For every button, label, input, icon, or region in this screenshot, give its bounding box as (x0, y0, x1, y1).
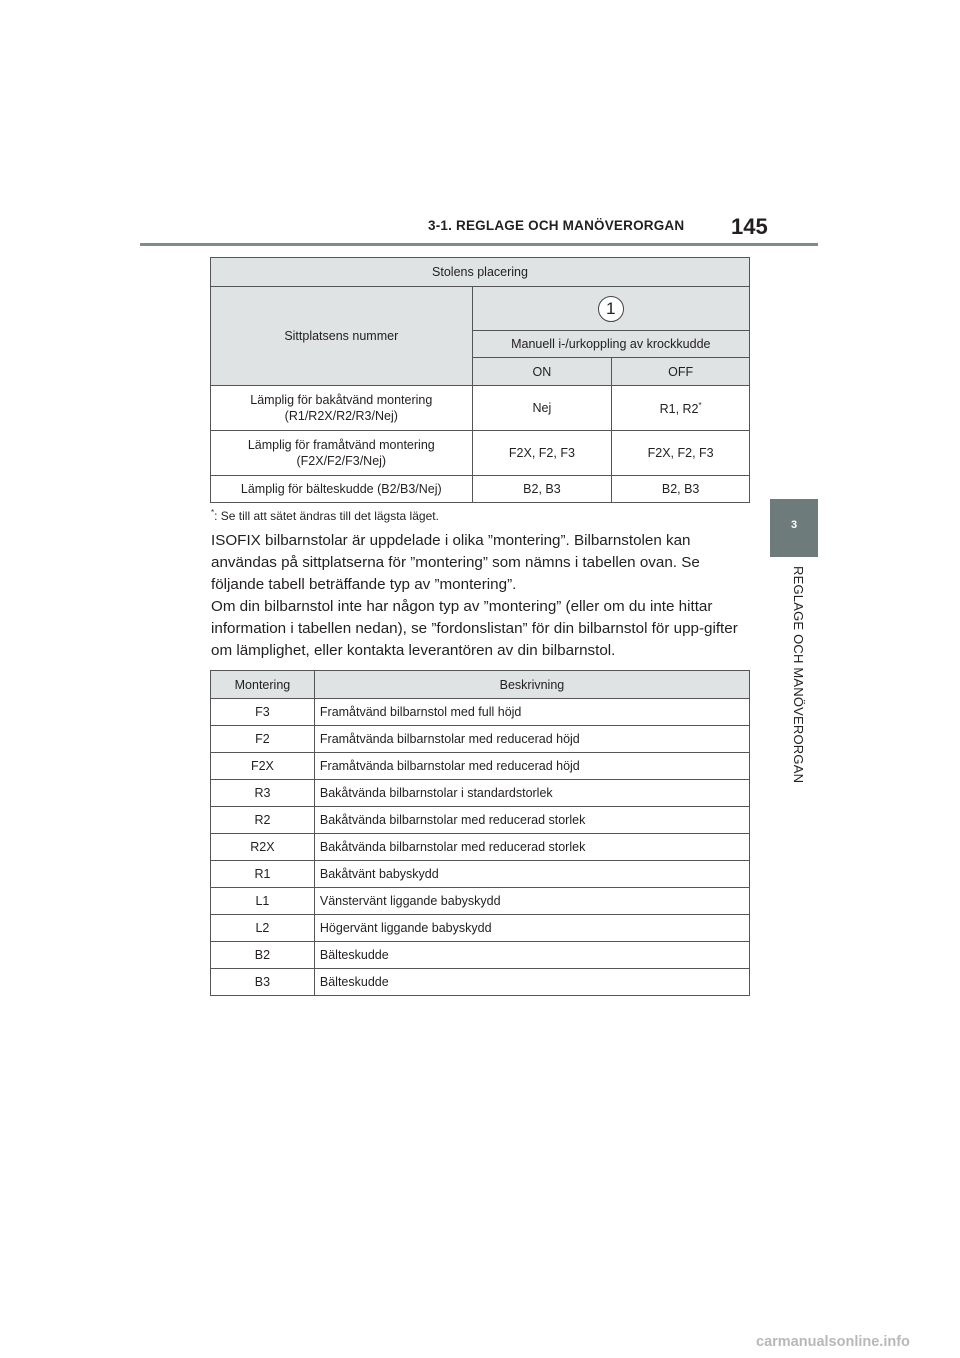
footnote-mark: * (698, 401, 702, 411)
on-value: F2X, F2, F3 (472, 431, 612, 476)
mount-description: Framåtvända bilbarnstolar med reducerad höjd (314, 726, 749, 753)
row-label-line2: (R1/R2X/R2/R3/Nej) (284, 409, 398, 423)
mount-code: B2 (211, 942, 315, 969)
header-rule (140, 243, 818, 246)
seat-number-cell (472, 287, 749, 331)
mount-description: Bakåtvända bilbarnstolar med reducerad storlek (314, 834, 749, 861)
paragraph: ISOFIX bilbarnstolar är uppdelade i olika ”montering”. Bilbarnstolen kan användas på sittplatserna för ”montering” som nämns i tabellen ovan. Se följande tabell beträffande typ av ”montering”. (211, 532, 700, 593)
header-mounting: Montering (211, 671, 315, 699)
mount-description: Framåtvänd bilbarnstol med full höjd (314, 699, 749, 726)
row-label (211, 431, 473, 476)
chapter-title: REGLAGE OCH MANÖVERORGAN (791, 566, 806, 784)
mount-code: R1 (211, 861, 315, 888)
seat-number-label: Sittplatsens nummer (211, 287, 473, 386)
table-row (211, 699, 750, 726)
mount-description: Bakåtvända bilbarnstolar med reducerad storlek (314, 807, 749, 834)
mount-code: B3 (211, 969, 315, 996)
on-value: B2, B3 (472, 476, 612, 503)
mount-code: L1 (211, 888, 315, 915)
off-value (612, 386, 750, 431)
mount-code: F2X (211, 753, 315, 780)
chapter-number: 3 (790, 519, 798, 531)
off-value: B2, B3 (612, 476, 750, 503)
mount-code: F2 (211, 726, 315, 753)
placement-header: Stolens placering (211, 258, 750, 287)
mount-code: R2 (211, 807, 315, 834)
mount-code: R2X (211, 834, 315, 861)
seat-position-table (210, 257, 750, 503)
mount-code: L2 (211, 915, 315, 942)
off-header: OFF (612, 358, 750, 386)
row-label: Lämplig för bälteskudde (B2/B3/Nej) (211, 476, 473, 503)
header-description: Beskrivning (314, 671, 749, 699)
footnote-text: : Se till att sätet ändras till det lägsta läget. (214, 509, 439, 523)
footnote (211, 508, 439, 523)
table-row (211, 726, 750, 753)
mount-description: Bälteskudde (314, 969, 749, 996)
on-value: Nej (472, 386, 612, 431)
table-row (211, 807, 750, 834)
mount-description: Framåtvända bilbarnstolar med reducerad höjd (314, 753, 749, 780)
body-text (211, 530, 751, 662)
section-title: 3-1. REGLAGE OCH MANÖVERORGAN (428, 218, 685, 233)
off-value-text: R1, R2 (659, 402, 699, 417)
on-header: ON (472, 358, 612, 386)
mount-description: Bakåtvända bilbarnstolar i standardstorlek (314, 780, 749, 807)
table-row (211, 942, 750, 969)
mount-code: R3 (211, 780, 315, 807)
table-row (211, 969, 750, 996)
table-row (211, 753, 750, 780)
chapter-tab (770, 499, 818, 557)
row-label (211, 386, 473, 431)
table-row (211, 915, 750, 942)
airbag-label: Manuell i-/urkoppling av krockkudde (472, 331, 749, 358)
mount-code: F3 (211, 699, 315, 726)
mount-description: Vänstervänt liggande babyskydd (314, 888, 749, 915)
row-label-line1: Lämplig för bakåtvänd montering (250, 393, 433, 407)
row-label-line1: Lämplig för framåtvänd montering (247, 438, 435, 452)
row-label-line2: (F2X/F2/F3/Nej) (296, 454, 387, 468)
seat-number-circle: 1 (598, 296, 624, 322)
mount-description: Bakåtvänt babyskydd (314, 861, 749, 888)
paragraph: Om din bilbarnstol inte har någon typ av ”montering” (eller om du inte hittar information i tabellen nedan), se ”fordonslistan” för din bilbarnstol för upp-gifter om lämplighet, eller kontakta leverantören av din bilbarnstol. (211, 598, 738, 659)
page-number: 145 (731, 214, 768, 239)
table-row (211, 780, 750, 807)
table-row (211, 861, 750, 888)
watermark: carmanualsonline.info (756, 1334, 910, 1350)
footnote-mark: * (211, 508, 215, 517)
mounting-types-table (210, 670, 750, 996)
off-value: F2X, F2, F3 (612, 431, 750, 476)
table-row (211, 888, 750, 915)
table-row (211, 834, 750, 861)
mount-description: Högervänt liggande babyskydd (314, 915, 749, 942)
mount-description: Bälteskudde (314, 942, 749, 969)
